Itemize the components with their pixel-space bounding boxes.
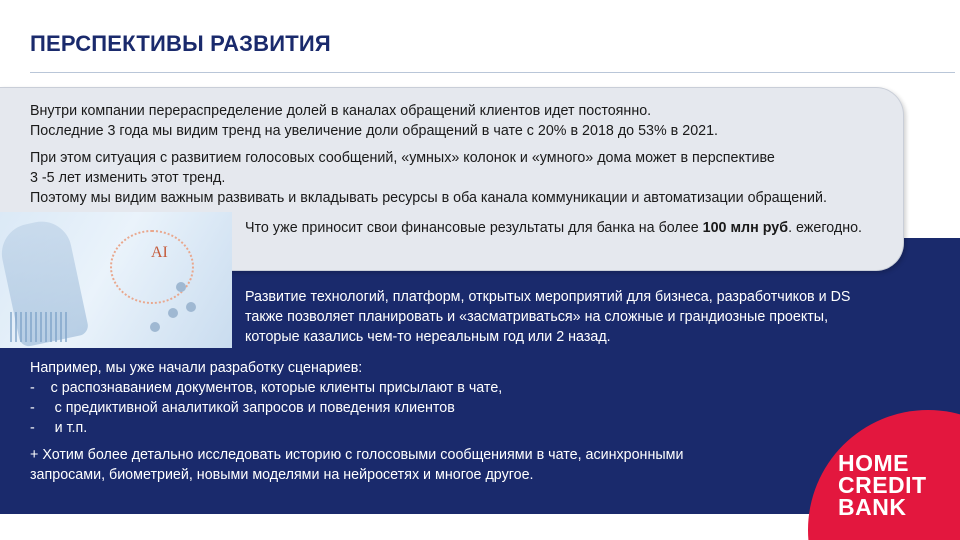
network-node-icon <box>186 302 196 312</box>
result-amount: 100 млн руб <box>702 220 789 236</box>
plans-text-line: запросами, биометрией, новыми моделями на нейросетях и многое другое. <box>30 467 534 483</box>
panel-text-line: 3 -5 лет изменить этот тренд. <box>30 170 226 186</box>
title-divider <box>30 72 955 73</box>
list-item: - с предиктивной аналитикой запросов и поведения клиентов <box>30 400 455 416</box>
tech-text-line: которые казались чем-то нереальным год или 2 назад. <box>245 329 611 345</box>
list-item: - с распознаванием документов, которые клиенты присылают в чате, <box>30 380 503 396</box>
ai-label: AI <box>151 244 168 261</box>
list-item: - и т.п. <box>30 420 88 436</box>
panel-text-line: Внутри компании перераспределение долей в каналах обращений клиентов идет постоянно. <box>30 103 652 119</box>
ai-illustration <box>0 212 232 348</box>
logo-line-home: HOME <box>838 450 909 476</box>
result-suffix: . ежегодно. <box>788 220 863 236</box>
tech-text-line: также позволяет планировать и «засматриваться» на сложные и грандиозные проекты, <box>245 309 829 325</box>
tech-text-line: Развитие технологий, платформ, открытых мероприятий для бизнеса, разработчиков и DS <box>245 289 851 305</box>
logo-line-bank: BANK <box>838 494 907 520</box>
bar-graphic <box>10 312 70 342</box>
plans-text-line: + Хотим более детально исследовать историю с голосовыми сообщениями в чате, асинхронными <box>30 447 684 463</box>
brain-icon <box>110 230 194 304</box>
panel-text-line: При этом ситуация с развитием голосовых сообщений, «умных» колонок и «умного» дома может в перспективе <box>30 150 775 166</box>
logo-line-credit: CREDIT <box>838 472 927 498</box>
network-node-icon <box>176 282 186 292</box>
page-title: ПЕРСПЕКТИВЫ РАЗВИТИЯ <box>30 31 331 56</box>
network-node-icon <box>168 308 178 318</box>
result-prefix: Что уже приносит свои финансовые результаты для банка на более <box>245 220 703 236</box>
network-node-icon <box>150 322 160 332</box>
panel-text-line: Последние 3 года мы видим тренд на увеличение доли обращений в чате с 20% в 2018 до 53% в 2021. <box>30 123 719 139</box>
financial-result-text <box>245 218 862 238</box>
panel-text-line: Поэтому мы видим важным развивать и вкладывать ресурсы в оба канала коммуникации и автоматизации обращений. <box>30 190 828 206</box>
brand-logo <box>838 452 927 518</box>
examples-intro: Например, мы уже начали разработку сценариев: <box>30 360 363 376</box>
